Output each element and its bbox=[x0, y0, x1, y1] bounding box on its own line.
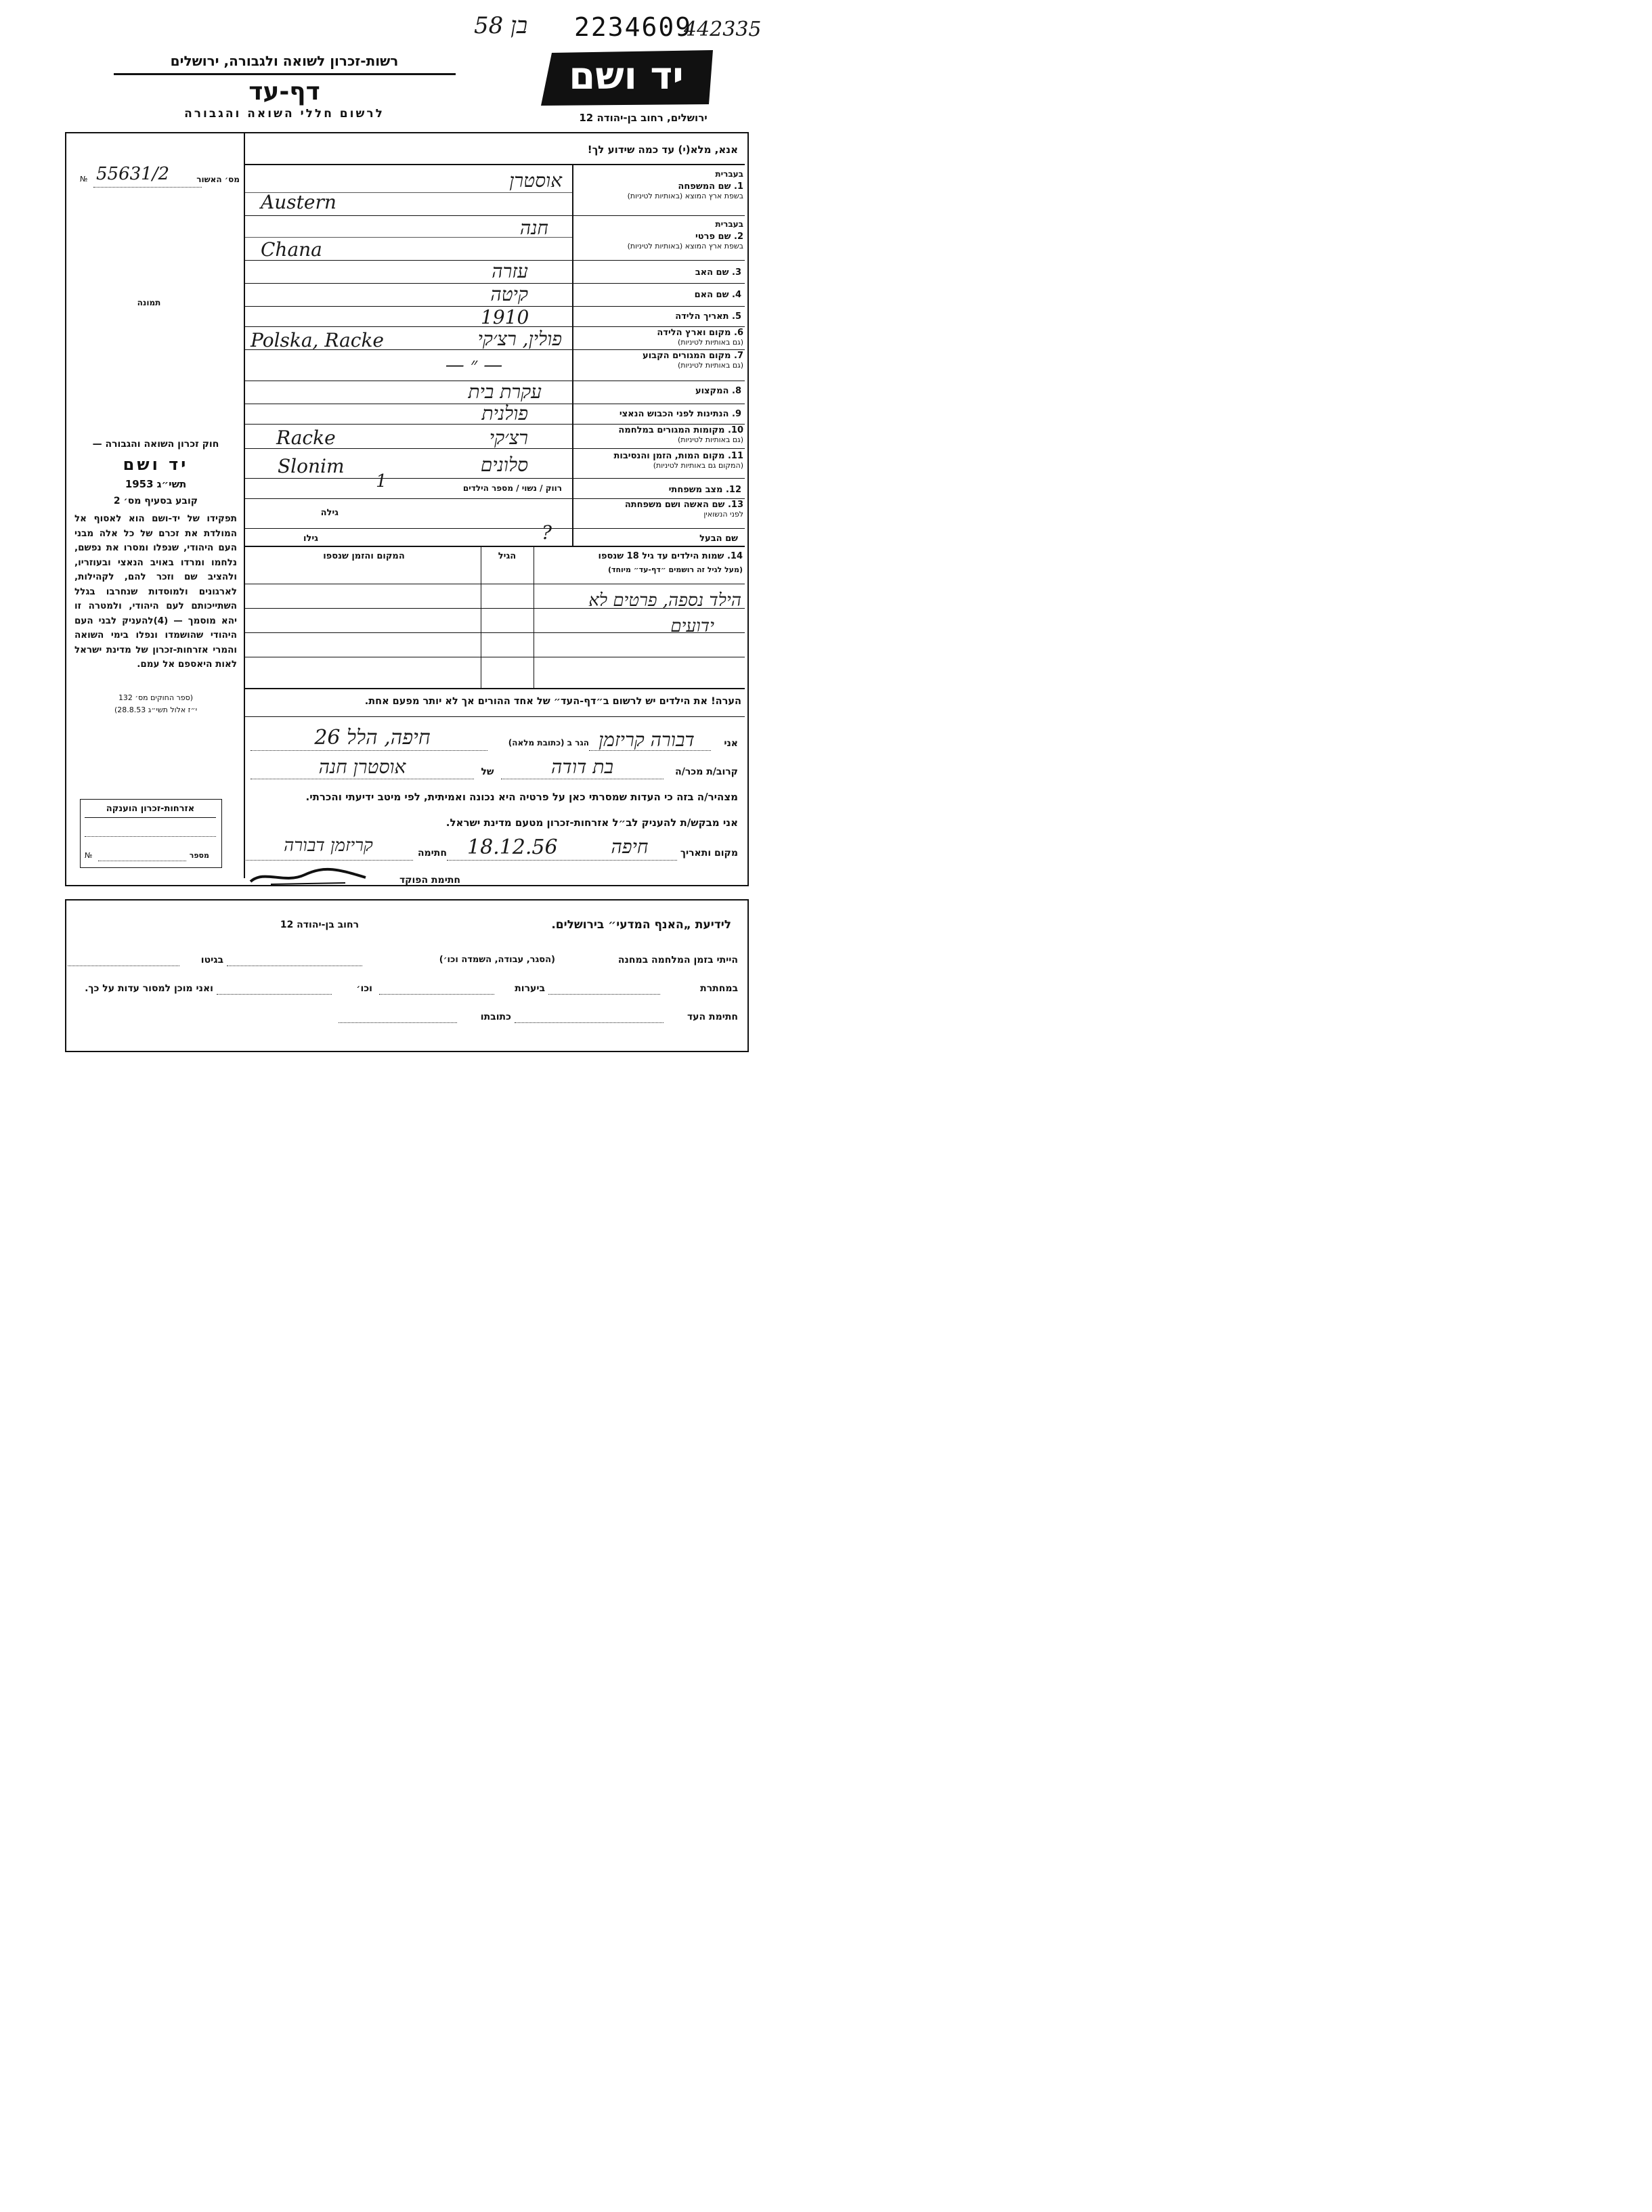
approval-number-row bbox=[80, 164, 240, 184]
deceased-name-value: אוסטרן חנה bbox=[318, 756, 406, 778]
field-father-name-label: 3. שם האב bbox=[695, 267, 741, 278]
law-reference-1: (ספר החוקים מס׳ 132 bbox=[118, 693, 194, 702]
etc-label: וכו׳ bbox=[356, 983, 372, 994]
relation-label: קרוב/ת מכר/ה bbox=[675, 766, 738, 777]
birth-date-value: 1910 bbox=[481, 306, 529, 328]
death-place-hebrew-value: סלונים bbox=[480, 454, 528, 476]
header-address: ירושלים, רחוב בן-יהודה 12 bbox=[579, 112, 708, 124]
birth-place-latin-value: Polska, Racke bbox=[251, 329, 384, 351]
field-birth-place-label: 6. מקום וארץ הלידה (גם באותיות לטיניות) bbox=[657, 328, 743, 347]
family-name-hebrew-value: אוסטרן bbox=[509, 169, 562, 192]
field-residence-label: 7. מקום המגורים הקבוע (גם באותיות לטיניות) bbox=[643, 351, 743, 370]
place-value: חיפה bbox=[611, 836, 649, 858]
children-entry-line-1: הילד נספה, פרטים לא bbox=[588, 590, 741, 611]
bottom-title: לידיעת „האנף המדעי״ בירושלים. bbox=[551, 918, 731, 932]
law-reference-2: י״ז אלול תשי״ג 28.8.53) bbox=[114, 706, 198, 714]
war-residence-latin-value: Racke bbox=[276, 427, 336, 449]
bottom-address: רחוב בן-יהודה 12 bbox=[280, 919, 359, 930]
children-entry-line-2: ידועים bbox=[670, 616, 714, 636]
field-mother-name-label: 4. שם האם bbox=[694, 290, 741, 300]
marital-status-options: רווק / נשוי / מספר הילדים bbox=[462, 483, 562, 493]
approval-number-label: מס׳ האשור bbox=[196, 175, 240, 184]
relation-value: בת דודה bbox=[551, 756, 613, 778]
law-name: יד ושם bbox=[123, 455, 189, 474]
field-occupation-label: 8. המקצוע bbox=[695, 386, 741, 396]
officer-signature-label: חתימת הפוקד bbox=[399, 875, 460, 886]
citizenship-request: אני מבקש/ת להעניק לב״ל אזרחות-זכרון מטעם מדינת ישראל. bbox=[445, 817, 738, 829]
field-first-name-label: בעברית 2. שם פרטי בשפת ארץ המוצא (באותיות לטיניות) bbox=[627, 219, 743, 251]
header-rule bbox=[114, 73, 456, 75]
law-year-row bbox=[74, 478, 237, 490]
citizenship-box-title: אזרחות-זכרון הוענקה bbox=[106, 804, 195, 814]
husband-age-label: גילו bbox=[303, 534, 318, 544]
label-column-divider bbox=[572, 165, 573, 546]
children-count-value: 1 bbox=[376, 471, 387, 492]
camp-type-hint: (הסגר, עבודה, השמדה וכו׳) bbox=[439, 955, 555, 965]
birth-place-hebrew-value: פולין, רצ׳קי bbox=[477, 328, 562, 350]
approval-number-value: 55631/2 bbox=[96, 164, 170, 184]
yad-vashem-logo bbox=[538, 47, 714, 107]
children-age-column-header: הגיל bbox=[498, 551, 517, 561]
photo-label: תמונה bbox=[137, 298, 161, 307]
declaration-statement: מצהיר/ה בזה כי העדות שמסרתי כאן על פרטיה היא נכונה ואמיתית, לפי מיטב ידיעתי והכרתי. bbox=[305, 791, 738, 803]
signature-value: קריזמן דבורה bbox=[284, 836, 373, 856]
occupation-value: עקרת בית bbox=[468, 381, 542, 403]
wife-age-label: גילה bbox=[320, 508, 339, 518]
citizenship-no-symbol: № bbox=[85, 851, 93, 860]
law-hebrew-year: תשי״ג bbox=[156, 478, 187, 490]
children-note: הערה! את הילדים יש לרשום ב״דף-העד״ של אחד ההורים אך לא יותר מפעם אחת. bbox=[364, 696, 741, 707]
field-war-residence-label: 10. מקומות המגורים במלחמה (גם באותיות לטיניות) bbox=[618, 425, 743, 444]
death-place-latin-value: Slonim bbox=[278, 455, 345, 477]
witness-signature-label: חתימת העד bbox=[687, 1012, 738, 1022]
officer-signature-graphic bbox=[244, 867, 372, 887]
form-title: דף-עד bbox=[248, 78, 320, 106]
resides-label: הגר ב (כתובת מלאה) bbox=[508, 738, 589, 747]
form-subtitle: לרשום חללי השואה והגבורה bbox=[184, 107, 385, 121]
place-date-label: מקום ותאריך bbox=[680, 848, 738, 859]
law-clause: קובע בסעיף מס׳ 2 bbox=[113, 496, 198, 506]
fill-request: אנא, מלא(י) עד כמה שידוע לך! bbox=[587, 144, 738, 156]
logo-text: יד ושם bbox=[569, 54, 684, 98]
forests-label: ביערות bbox=[515, 983, 545, 994]
children-section-label: 14. שמות הילדים עד גיל 18 שנספו (מעל לגיל זה רושמים ״דף-עד״ מיוחד) bbox=[598, 551, 743, 574]
field-husband-name-label: שם הבעל bbox=[699, 534, 738, 544]
officer-signature-scribble bbox=[244, 867, 372, 887]
field-family-name-label: בעברית 1. שם המשפחה בשפת ארץ המוצא (באותיות לטיניות) bbox=[627, 169, 743, 200]
witness-address-label: כתובתו bbox=[480, 1012, 511, 1022]
approval-no-symbol: № bbox=[80, 175, 88, 183]
field-death-place-label: 11. מקום המות, הזמן והנסיבות (המקום גם באותיות לטיניות) bbox=[613, 451, 743, 470]
first-name-hebrew-value: חנה bbox=[519, 217, 548, 239]
underground-label: במחתרת bbox=[700, 983, 738, 994]
law-text: תפקידו של יד-ושם הוא לאסוף אל המולדת את זכרם של כל אלה מבני העם היהודי, שנפלו ומסרו את נפשם, נלחמו ומרדו באויב הנאצי ובעוזריו, ולהציב שם וזכר להם, לקהילות, לארגונים ולמוסדות שנחרבו בגלל השתייכותם לעם היהודי, ולמטרה זו יהא מוסמך — (4)להעניק לבני העם היהודי שהושמדו ונפלו בימי השואה והמרי אזרחות-זכרון של מדינת ישראל לאות היאספם אל עמם. bbox=[74, 513, 237, 670]
children-place-column-header: המקום והזמן שנספו bbox=[323, 551, 405, 561]
citizenship-granted-box bbox=[80, 799, 222, 868]
field-marital-status-label: 12. מצב משפחתי bbox=[668, 485, 741, 495]
declarant-i-label: אני bbox=[724, 738, 738, 749]
testimony-willing-label: ואני מוכן למסור עדות על כך. bbox=[85, 983, 213, 994]
declarant-address-value: חיפה, הלל 26 bbox=[314, 726, 431, 750]
residence-value: — ״ — bbox=[445, 353, 503, 376]
of-label: של bbox=[481, 766, 494, 777]
stamp-number: 2234609 bbox=[574, 12, 693, 42]
date-value: 18.12.56 bbox=[467, 836, 558, 859]
declarant-name-value: דבורה קריזמן bbox=[599, 729, 695, 751]
family-name-latin-value: Austern bbox=[261, 191, 336, 213]
mother-name-value: קיטה bbox=[490, 283, 528, 305]
war-residence-hebrew-value: רצ׳קי bbox=[489, 427, 528, 449]
law-title: חוק זכרון השואה והגבורה — bbox=[92, 439, 219, 450]
stamp-number-overwrite: 442335 bbox=[684, 18, 762, 41]
law-year: 1953 bbox=[125, 478, 154, 490]
signature-label: חתימה bbox=[417, 848, 447, 859]
institution-name: רשות-זכרון לשואה ולגבורה, ירושלים bbox=[170, 53, 399, 69]
camp-line-start: הייתי בזמן המלחמה במחנה bbox=[617, 955, 738, 966]
ghetto-label: בגיטו bbox=[200, 955, 223, 966]
nationality-value: פולנית bbox=[481, 402, 528, 425]
husband-name-value: ? bbox=[542, 521, 552, 544]
field-birth-date-label: 5. תאריך הלידה bbox=[675, 311, 741, 322]
first-name-latin-value: Chana bbox=[261, 238, 322, 261]
father-name-value: עזרה bbox=[492, 260, 528, 282]
citizenship-number-label: מספר bbox=[189, 851, 209, 860]
field-wife-name-label: 13. שם האשה ושם משפחתה לפני הנשואין bbox=[624, 500, 743, 519]
field-nationality-label: 9. הנתינות לפני הכבוש הנאצי bbox=[619, 409, 741, 419]
handwritten-file-ref: 58 בן bbox=[474, 12, 528, 39]
